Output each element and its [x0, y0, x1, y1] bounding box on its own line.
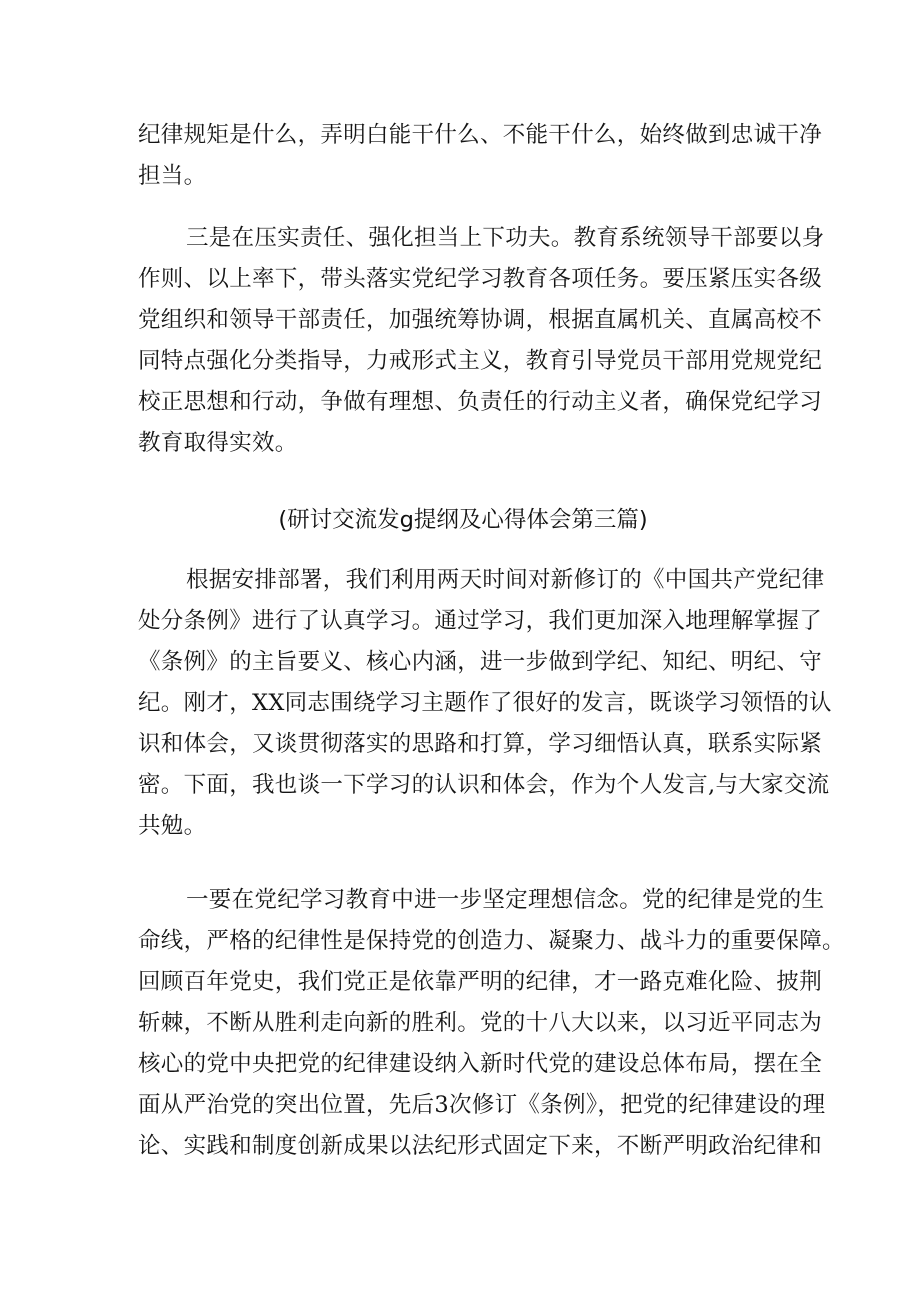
paragraph-line: 面从严治党的突出位置，先后3次修订《条例》，把党的纪律建设的理 — [138, 1092, 826, 1118]
paragraph-line: 《条例》的主旨要义、核心内涵，进一步做到学纪、知纪、明纪、守 — [138, 649, 823, 675]
paragraph-line: 命线，严格的纪律性是保持党的创造力、凝聚力、战斗力的重要保障。 — [138, 928, 845, 954]
paragraph-line: 作则、以上率下，带头落实党纪学习教育各项任务。要压紧压实各级 — [138, 266, 823, 292]
paragraph-line: 密。下面，我也谈一下学习的认识和体会，作为个人发言,与大家交流 — [138, 772, 830, 798]
paragraph-line: 斩棘，不断从胜利走向新的胜利。党的十八大以来，以习近平同志为 — [138, 1010, 823, 1036]
paragraph-line: 党组织和领导干部责任，加强统筹协调，根据直属机关、直属高校不 — [138, 307, 823, 333]
paragraph-line: 担当。 — [138, 163, 207, 189]
section-heading: (研讨交流发g提纲及心得体会第三篇) — [278, 507, 648, 533]
paragraph-line: 处分条例》进行了认真学习。通过学习，我们更加深入地理解掌握了 — [138, 608, 823, 634]
paragraph-line: 识和体会，又谈贯彻落实的思路和打算，学习细悟认真，联系实际紧 — [138, 731, 823, 757]
paragraph-line: 共勉。 — [138, 813, 207, 839]
paragraph-line: 回顾百年党史，我们党正是依靠严明的纪律，才一路克难化险、披荆 — [138, 969, 823, 995]
paragraph-line: 一要在党纪学习教育中进一步坚定理想信念。党的纪律是党的生 — [186, 887, 825, 913]
paragraph-line: 论、实践和制度创新成果以法纪形式固定下来，不断严明政治纪律和 — [138, 1133, 823, 1159]
paragraph-line: 教育取得实效。 — [138, 430, 298, 456]
paragraph-line: 校正思想和行动，争做有理想、负责任的行动主义者，确保党纪学习 — [138, 389, 823, 415]
paragraph-line: 同特点强化分类指导，力戒形式主义，教育引导党员干部用党规党纪 — [138, 348, 823, 374]
paragraph-line: 纪。刚才，XX同志围绕学习主题作了很好的发言，既谈学习领悟的认 — [138, 690, 832, 716]
paragraph-line: 根据安排部署，我们利用两天时间对新修订的《中国共产党纪律 — [186, 567, 825, 593]
paragraph-line: 核心的党中央把党的纪律建设纳入新时代党的建设总体布局，摆在全 — [138, 1051, 823, 1077]
paragraph-line: 三是在压实责任、强化担当上下功夫。教育系统领导干部要以身 — [186, 225, 825, 251]
paragraph-line: 纪律规矩是什么，弄明白能干什么、不能干什么，始终做到忠诚干净 — [138, 122, 823, 148]
